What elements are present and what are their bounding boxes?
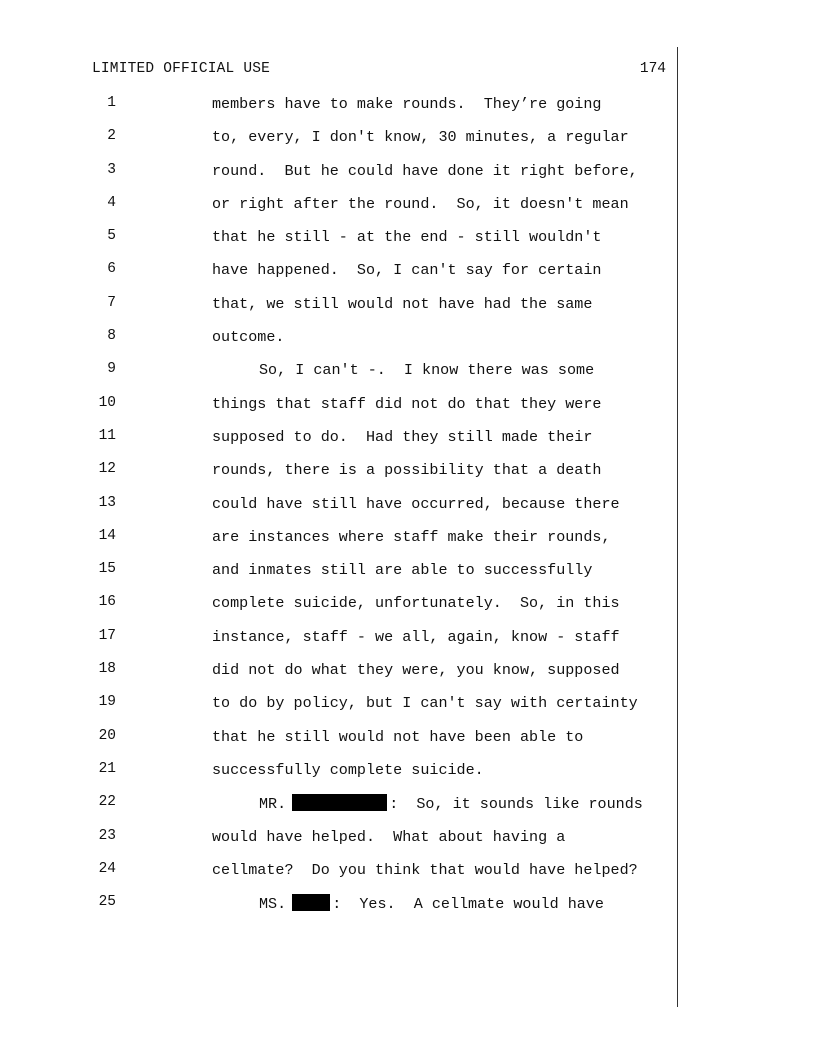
redaction-box xyxy=(292,894,330,911)
line-number: 17 xyxy=(98,627,116,644)
line-text: to, every, I don't know, 30 minutes, a regular xyxy=(212,128,629,147)
transcript-line xyxy=(0,459,816,492)
line-number: 4 xyxy=(107,194,116,211)
transcript-line xyxy=(0,160,816,193)
transcript-line xyxy=(0,126,816,159)
line-text: : So, it sounds like rounds xyxy=(389,795,643,814)
line-number: 3 xyxy=(107,161,116,178)
line-number: 25 xyxy=(98,894,116,911)
line-number: 21 xyxy=(98,760,116,777)
transcript-line xyxy=(0,259,816,292)
line-number: 1 xyxy=(107,95,116,111)
line-number: 18 xyxy=(98,661,116,678)
transcript-lines xyxy=(0,93,816,925)
transcript-line xyxy=(0,892,816,925)
transcript-line xyxy=(0,826,816,859)
line-number: 16 xyxy=(98,594,116,611)
line-number: 10 xyxy=(98,394,116,411)
line-text: are instances where staff make their rounds, xyxy=(212,527,611,546)
line-text: to do by policy, but I can't say with certainty xyxy=(212,694,638,713)
transcript-line xyxy=(0,559,816,592)
line-text: could have still have occurred, because there xyxy=(212,494,620,513)
line-number: 8 xyxy=(107,328,116,345)
transcript-line xyxy=(0,626,816,659)
line-number: 5 xyxy=(107,228,116,245)
transcript-line xyxy=(0,193,816,226)
line-text: supposed to do. Had they still made their xyxy=(212,427,593,446)
transcript-line xyxy=(0,726,816,759)
line-text: have happened. So, I can't say for certain xyxy=(212,261,602,280)
line-number: 7 xyxy=(107,294,116,311)
classification-header: LIMITED OFFICIAL USE xyxy=(92,61,271,77)
line-text: that he still would not have been able to xyxy=(212,727,584,746)
transcript-line xyxy=(0,226,816,259)
line-text: or right after the round. So, it doesn't mean xyxy=(212,194,629,213)
transcript-line xyxy=(0,293,816,326)
line-text: things that staff did not do that they were xyxy=(212,394,602,413)
line-text: So, I can't -. I know there was some xyxy=(259,361,595,380)
transcript-line xyxy=(0,792,816,825)
line-number: 2 xyxy=(107,128,116,145)
line-number: 14 xyxy=(98,527,116,544)
line-text: did not do what they were, you know, supposed xyxy=(212,661,620,680)
speaker-line xyxy=(259,794,643,813)
line-number: 6 xyxy=(107,261,116,278)
transcript-line xyxy=(0,692,816,725)
page-number: 174 xyxy=(639,61,666,77)
line-text: round. But he could have done it right before, xyxy=(212,161,638,180)
transcript-line xyxy=(0,326,816,359)
transcript-line xyxy=(0,526,816,559)
redaction-box xyxy=(292,794,387,811)
line-text: members have to make rounds. They’re going xyxy=(212,95,602,113)
transcript-line xyxy=(0,493,816,526)
line-text: : Yes. A cellmate would have xyxy=(332,895,604,914)
transcript-line xyxy=(0,93,816,126)
line-text: cellmate? Do you think that would have helped? xyxy=(212,860,638,879)
speaker-line xyxy=(259,894,604,913)
transcript-line xyxy=(0,859,816,892)
line-number: 19 xyxy=(98,694,116,711)
transcript-line xyxy=(0,659,816,692)
line-text: complete suicide, unfortunately. So, in this xyxy=(212,594,620,613)
speaker-title: MS. xyxy=(259,895,287,914)
line-text: instance, staff - we all, again, know - staff xyxy=(212,627,620,646)
line-number: 9 xyxy=(107,361,116,378)
speaker-title: MR. xyxy=(259,795,287,814)
transcript-line xyxy=(0,426,816,459)
line-number: 13 xyxy=(98,494,116,511)
line-number: 20 xyxy=(98,727,116,744)
line-text: outcome. xyxy=(212,328,285,347)
line-text: that he still - at the end - still wouldn't xyxy=(212,228,602,247)
transcript-line xyxy=(0,759,816,792)
line-text: would have helped. What about having a xyxy=(212,827,566,846)
line-number: 22 xyxy=(98,794,116,811)
line-text: and inmates still are able to successfully xyxy=(212,561,593,580)
line-text: that, we still would not have had the same xyxy=(212,294,593,313)
transcript-line xyxy=(0,592,816,625)
line-number: 15 xyxy=(98,561,116,578)
line-number: 24 xyxy=(98,860,116,877)
line-text: successfully complete suicide. xyxy=(212,760,484,779)
transcript-line xyxy=(0,359,816,392)
transcript-line xyxy=(0,393,816,426)
line-number: 12 xyxy=(98,461,116,478)
line-text: rounds, there is a possibility that a death xyxy=(212,461,602,480)
line-number: 23 xyxy=(98,827,116,844)
line-number: 11 xyxy=(98,427,116,444)
